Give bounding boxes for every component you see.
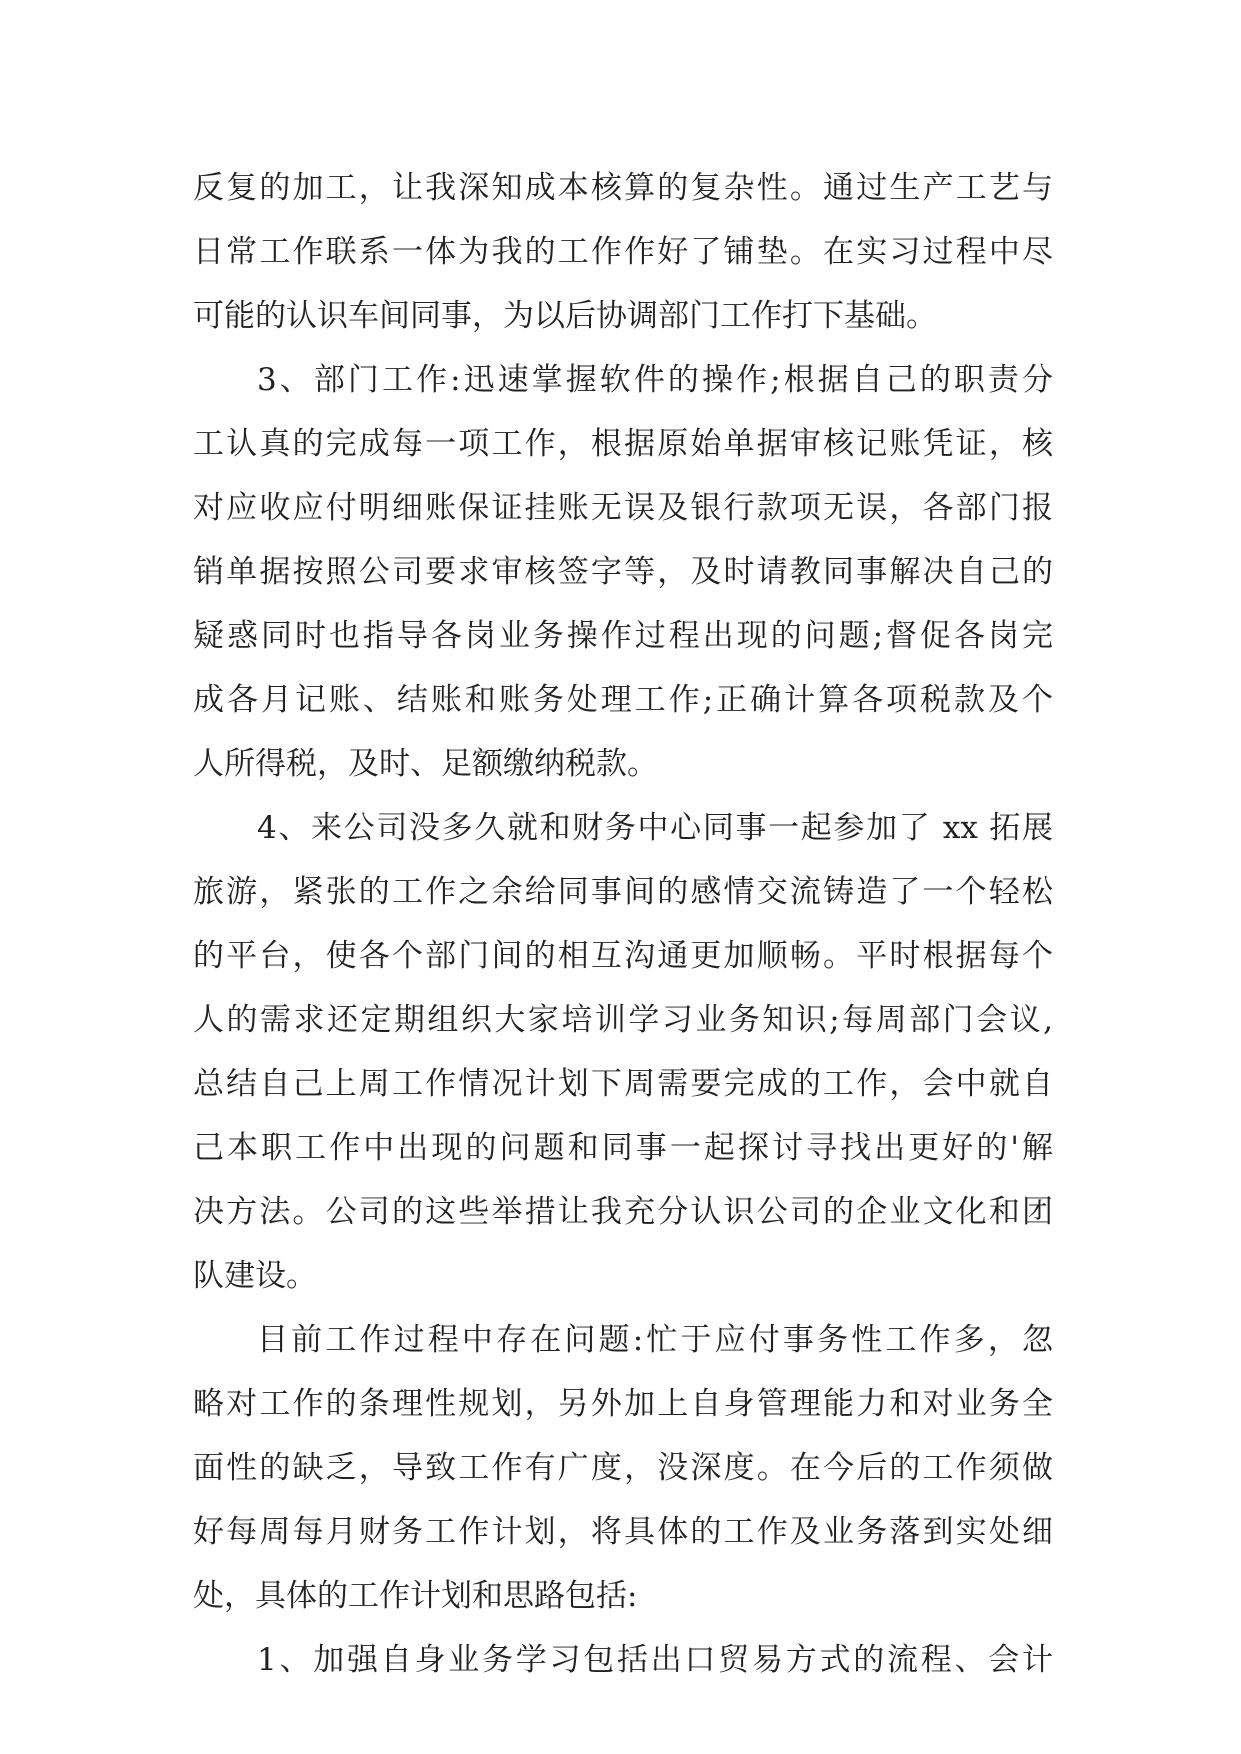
- text-line: 决方法。公司的这些举措让我充分认识公司的企业文化和团: [193, 1194, 1053, 1230]
- text-line: 己本职工作中出现的问题和同事一起探讨寻找出更好的'解: [193, 1130, 1053, 1166]
- text-line: 成各月记账、结账和账务处理工作;正确计算各项税款及个: [193, 682, 1053, 718]
- text-line: 面性的缺乏，导致工作有广度，没深度。在今后的工作须做: [193, 1450, 1053, 1486]
- text-line: 略对工作的条理性规划，另外加上自身管理能力和对业务全: [193, 1386, 1053, 1422]
- document-body: [193, 156, 1053, 1692]
- text-line: 对应收应付明细账保证挂账无误及银行款项无误，各部门报: [193, 490, 1053, 526]
- text-line: 总结自己上周工作情况计划下周需要完成的工作，会中就自: [193, 1066, 1053, 1102]
- text-line: 销单据按照公司要求审核签字等，及时请教同事解决自己的: [193, 554, 1053, 590]
- text-line: 人的需求还定期组织大家培训学习业务知识;每周部门会议,: [193, 1002, 1053, 1038]
- text-line: 日常工作联系一体为我的工作作好了铺垫。在实习过程中尽: [193, 234, 1053, 270]
- text-line: 目前工作过程中存在问题:忙于应付事务性工作多，忽: [257, 1322, 1053, 1358]
- text-line: 可能的认识车间同事，为以后协调部门工作打下基础。: [193, 298, 937, 334]
- text-line: 3、部门工作:迅速掌握软件的操作;根据自己的职责分: [257, 362, 1053, 398]
- text-line: 的平台，使各个部门间的相互沟通更加顺畅。平时根据每个: [193, 938, 1053, 974]
- text-line: 1、加强自身业务学习包括出口贸易方式的流程、会计: [257, 1642, 1053, 1678]
- text-line: 旅游，紧张的工作之余给同事间的感情交流铸造了一个轻松: [193, 874, 1053, 910]
- text-line: 4、来公司没多久就和财务中心同事一起参加了 xx 拓展: [257, 810, 1053, 846]
- text-line: 队建设。: [193, 1258, 317, 1294]
- text-line: 好每周每月财务工作计划，将具体的工作及业务落到实处细: [193, 1514, 1053, 1550]
- text-line: 反复的加工，让我深知成本核算的复杂性。通过生产工艺与: [193, 170, 1053, 206]
- text-line: 处，具体的工作计划和思路包括:: [193, 1578, 638, 1614]
- text-line: 疑惑同时也指导各岗业务操作过程出现的问题;督促各岗完: [193, 618, 1053, 654]
- text-line: 人所得税，及时、足额缴纳税款。: [193, 746, 658, 782]
- text-line: 工认真的完成每一项工作，根据原始单据审核记账凭证，核: [193, 426, 1053, 462]
